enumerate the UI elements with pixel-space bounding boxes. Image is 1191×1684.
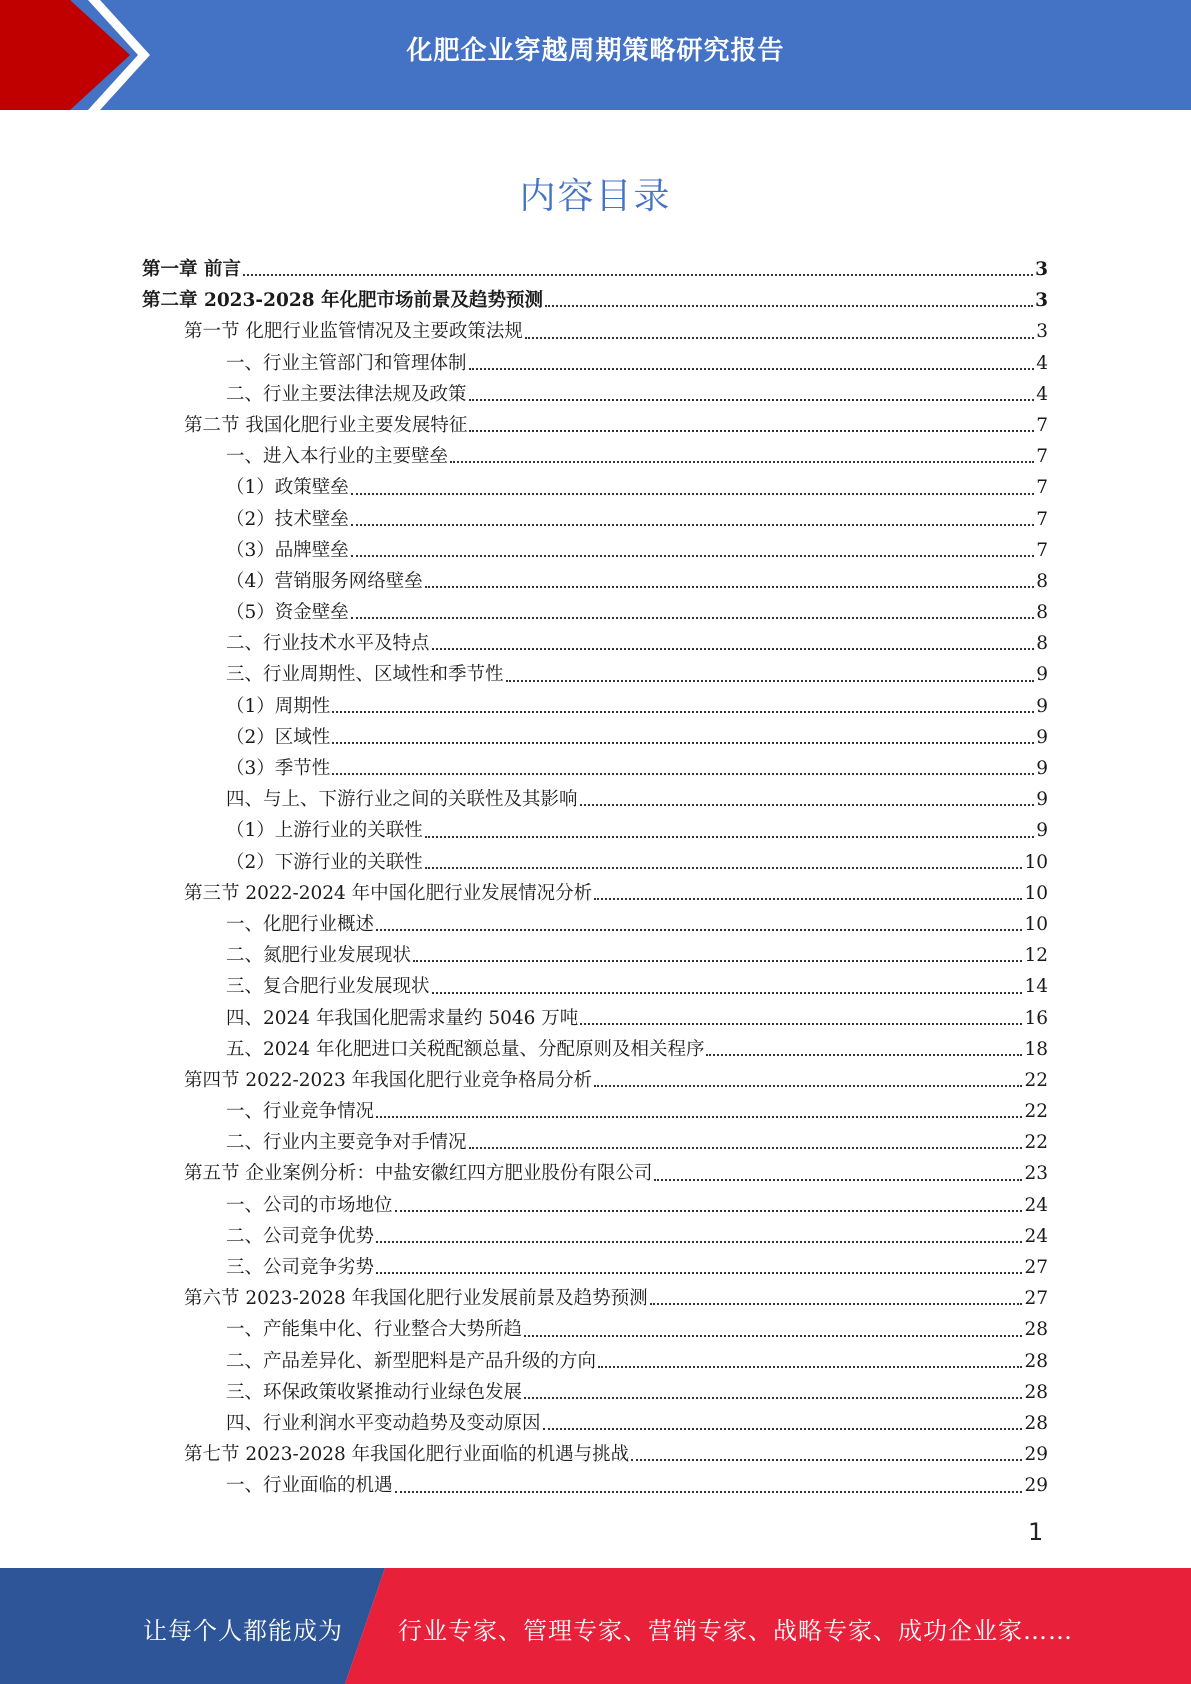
toc-section-entry[interactable] — [0, 1283, 1048, 1314]
footer-slogan-right: 行业专家、管理专家、营销专家、战略专家、成功企业家…… — [398, 1617, 1073, 1645]
toc-subsection-entry[interactable] — [0, 535, 1048, 566]
toc-dot-leader — [706, 1054, 1022, 1056]
toc-heading: 内容目录 — [519, 176, 672, 217]
toc-subsection-entry[interactable] — [0, 722, 1048, 753]
toc-dot-leader — [524, 1335, 1022, 1337]
toc-entry-page: 9 — [1036, 758, 1048, 779]
toc-entry-title: 第一节 化肥行业监管情况及主要政策法规 — [184, 321, 523, 343]
toc-dot-leader — [469, 368, 1035, 370]
toc-entry-page: 9 — [1036, 695, 1048, 717]
toc-section-entry[interactable] — [0, 410, 1048, 441]
toc-subsection-entry[interactable] — [0, 1314, 1048, 1345]
toc-subsection-entry[interactable] — [0, 753, 1048, 784]
toc-entry-title: 第二节 我国化肥行业主要发展特征 — [184, 414, 468, 436]
toc-subsection-entry[interactable] — [0, 691, 1048, 722]
toc-entry-page: 3 — [1035, 290, 1048, 312]
toc-entry-title: 二、行业主要法律法规及政策 — [226, 383, 467, 405]
toc-entry-title: 第六节 2023-2028 年我国化肥行业发展前景及趋势预测 — [184, 1288, 648, 1310]
toc-entry-title: 三、复合肥行业发展现状 — [226, 976, 430, 998]
toc-dot-leader — [395, 1210, 1023, 1212]
toc-subsection-entry[interactable] — [0, 784, 1048, 815]
toc-entry-page: 24 — [1024, 1194, 1048, 1216]
toc-subsection-entry[interactable] — [0, 628, 1048, 659]
toc-dot-leader — [395, 1491, 1023, 1493]
toc-entry-title: 二、氮肥行业发展现状 — [226, 945, 412, 967]
toc-dot-leader — [631, 1459, 1022, 1461]
toc-dot-leader — [580, 1023, 1022, 1025]
toc-dot-leader — [469, 430, 1034, 432]
toc-dot-leader — [425, 867, 1023, 869]
page-number: 1 — [1028, 1518, 1044, 1546]
toc-dot-leader — [594, 898, 1022, 900]
toc-entry-page: 18 — [1024, 1038, 1048, 1060]
toc-entry-title: 一、行业主管部门和管理体制 — [226, 352, 467, 374]
toc-chapter-entry[interactable] — [0, 254, 1048, 285]
toc-entry-page: 4 — [1036, 352, 1048, 374]
toc-entry-page: 7 — [1036, 446, 1048, 468]
toc-entry-title: （3）品牌壁垒 — [226, 539, 349, 561]
toc-entry-page: 10 — [1024, 882, 1048, 904]
toc-dot-leader — [425, 586, 1034, 588]
header-band — [0, 0, 1191, 110]
toc-entry-title: 一、产能集中化、行业整合大势所趋 — [226, 1319, 523, 1341]
toc-entry-title: （5）资金壁垒 — [226, 602, 349, 624]
toc-section-entry[interactable] — [0, 1158, 1048, 1189]
toc-dot-leader — [425, 836, 1034, 838]
toc-subsection-entry[interactable] — [0, 566, 1048, 597]
toc-subsection-entry[interactable] — [0, 1221, 1048, 1252]
toc-dot-leader — [594, 1085, 1022, 1087]
toc-dot-leader — [650, 1303, 1023, 1305]
toc-dot-leader — [351, 493, 1034, 495]
toc-entry-page: 7 — [1036, 414, 1048, 436]
toc-entry-page: 8 — [1036, 633, 1048, 655]
toc-dot-leader — [450, 461, 1034, 463]
toc-subsection-entry[interactable] — [0, 1034, 1048, 1065]
toc-subsection-entry[interactable] — [0, 1096, 1048, 1127]
toc-entry-page: 29 — [1024, 1475, 1048, 1497]
toc-entry-page: 27 — [1024, 1257, 1048, 1278]
toc-entry-page: 7 — [1036, 539, 1048, 561]
toc-entry-page: 28 — [1024, 1350, 1048, 1372]
toc-entry-title: 一、进入本行业的主要壁垒 — [226, 446, 449, 468]
toc-entry-title: 四、与上、下游行业之间的关联性及其影响 — [226, 789, 578, 811]
toc-entry-page: 22 — [1024, 1069, 1048, 1091]
toc-dot-leader — [580, 804, 1035, 806]
toc-dot-leader — [654, 1179, 1022, 1181]
toc-entry-title: 一、行业面临的机遇 — [226, 1475, 393, 1497]
toc-dot-leader — [376, 1116, 1022, 1118]
toc-dot-leader — [332, 742, 1034, 744]
toc-dot-leader — [351, 524, 1034, 526]
toc-subsection-entry[interactable] — [0, 441, 1048, 472]
toc-entry-page: 4 — [1036, 383, 1048, 405]
toc-subsection-entry[interactable] — [0, 1127, 1048, 1158]
toc-entry-page: 9 — [1036, 789, 1048, 811]
toc-entry-title: 四、行业利润水平变动趋势及变动原因 — [226, 1412, 541, 1434]
toc-subsection-entry[interactable] — [0, 659, 1048, 690]
toc-entry-title: 一、化肥行业概述 — [226, 913, 375, 935]
toc-entry-page: 7 — [1036, 508, 1048, 530]
toc-dot-leader — [432, 992, 1023, 994]
toc-entry-title: 一、公司的市场地位 — [226, 1194, 393, 1216]
toc-entry-title: 三、行业周期性、区域性和季节性 — [226, 664, 504, 686]
toc-entry-page: 27 — [1024, 1288, 1048, 1310]
toc-entry-title: （4）营销服务网络壁垒 — [226, 570, 423, 592]
toc-entry-page: 9 — [1036, 820, 1048, 842]
toc-subsection-entry[interactable] — [0, 1252, 1048, 1283]
toc-entry-title: 二、产品差异化、新型肥料是产品升级的方向 — [226, 1350, 597, 1372]
toc-subsection-entry[interactable] — [0, 1346, 1048, 1377]
toc-chapter-entry[interactable] — [0, 285, 1048, 316]
toc-dot-leader — [332, 773, 1034, 775]
toc-subsection-entry[interactable] — [0, 379, 1048, 410]
toc-dot-leader — [545, 305, 1033, 307]
toc-entry-title: （1）政策壁垒 — [226, 477, 349, 499]
toc-entry-title: （2）技术壁垒 — [226, 508, 349, 530]
footer-band — [0, 1568, 1191, 1684]
toc-entry-title: 第七节 2023-2028 年我国化肥行业面临的机遇与挑战 — [184, 1444, 630, 1466]
toc-subsection-entry[interactable] — [0, 1377, 1048, 1408]
toc-entry-title: 三、公司竞争劣势 — [226, 1257, 375, 1278]
toc-entry-page: 23 — [1024, 1163, 1048, 1185]
toc-entry-page: 24 — [1024, 1225, 1048, 1247]
toc-subsection-entry[interactable] — [0, 815, 1048, 846]
toc-section-entry[interactable] — [0, 878, 1048, 909]
toc-dot-leader — [351, 555, 1034, 557]
toc-entry-page: 7 — [1036, 477, 1048, 499]
toc-entry-title: 第五节 企业案例分析：中盐安徽红四方肥业股份有限公司 — [184, 1163, 653, 1185]
toc-entry-title: 二、公司竞争优势 — [226, 1225, 375, 1247]
toc-subsection-entry[interactable] — [0, 1470, 1048, 1501]
toc-dot-leader — [469, 399, 1035, 401]
toc-entry-title: 四、2024 年我国化肥需求量约 5046 万吨 — [226, 1007, 579, 1029]
toc-subsection-entry[interactable] — [0, 348, 1048, 379]
toc-entry-page: 14 — [1024, 976, 1048, 998]
toc-section-entry[interactable] — [0, 1439, 1048, 1470]
toc-entry-page: 3 — [1035, 259, 1048, 280]
toc-dot-leader — [543, 1428, 1023, 1430]
toc-dot-leader — [432, 648, 1035, 650]
toc-entry-page: 10 — [1024, 851, 1048, 873]
toc-entry-page: 28 — [1024, 1381, 1048, 1403]
toc-dot-leader — [351, 617, 1034, 619]
toc-entry-title: （1）上游行业的关联性 — [226, 820, 423, 842]
toc-subsection-entry[interactable] — [0, 940, 1048, 971]
toc-dot-leader — [413, 960, 1022, 962]
toc-subsection-entry[interactable] — [0, 847, 1048, 878]
toc-entry-page: 22 — [1024, 1101, 1048, 1123]
toc-subsection-entry[interactable] — [0, 909, 1048, 940]
toc-entry-title: 三、环保政策收紧推动行业绿色发展 — [226, 1381, 523, 1403]
toc-dot-leader — [525, 337, 1034, 339]
toc-subsection-entry[interactable] — [0, 1003, 1048, 1034]
toc-entry-page: 3 — [1036, 321, 1048, 343]
toc-entry-page: 10 — [1024, 913, 1048, 935]
toc-dot-leader — [506, 680, 1035, 682]
toc-entry-page: 9 — [1036, 726, 1048, 748]
toc-entry-page: 8 — [1036, 602, 1048, 624]
toc-entry-title: （1）周期性 — [226, 695, 331, 717]
toc-entry-title: 二、行业内主要竞争对手情况 — [226, 1132, 467, 1154]
toc-dot-leader — [469, 1147, 1023, 1149]
toc-entry-page: 29 — [1024, 1444, 1048, 1466]
report-title: 化肥企业穿越周期策略研究报告 — [406, 36, 785, 66]
toc-entry-title: （3）季节性 — [226, 758, 331, 779]
toc-subsection-entry[interactable] — [0, 1408, 1048, 1439]
toc-entry-title: 第二章 2023-2028 年化肥市场前景及趋势预测 — [142, 290, 544, 312]
toc-entry-title: （2）下游行业的关联性 — [226, 851, 423, 873]
toc-dot-leader — [376, 1241, 1022, 1243]
toc-entry-page: 22 — [1024, 1132, 1048, 1154]
toc-entry-title: 五、2024 年化肥进口关税配额总量、分配原则及相关程序 — [226, 1038, 705, 1060]
toc-entry-page: 9 — [1036, 664, 1048, 686]
toc-entry-page: 28 — [1024, 1319, 1048, 1341]
toc-subsection-entry[interactable] — [0, 504, 1048, 535]
toc-dot-leader — [332, 711, 1034, 713]
toc-entry-page: 16 — [1024, 1007, 1048, 1029]
toc-subsection-entry[interactable] — [0, 597, 1048, 628]
table-of-contents — [0, 254, 1191, 1502]
toc-entry-page: 8 — [1036, 570, 1048, 592]
toc-entry-title: 第三节 2022-2024 年中国化肥行业发展情况分析 — [184, 882, 593, 904]
toc-entry-page: 12 — [1024, 945, 1048, 967]
footer-slogan-left: 让每个人都能成为 — [143, 1617, 343, 1645]
toc-entry-title: 一、行业竞争情况 — [226, 1101, 375, 1123]
toc-entry-page: 28 — [1024, 1412, 1048, 1434]
toc-dot-leader — [598, 1366, 1022, 1368]
toc-dot-leader — [376, 929, 1022, 931]
toc-dot-leader — [376, 1272, 1022, 1274]
toc-entry-title: 第四节 2022-2023 年我国化肥行业竞争格局分析 — [184, 1069, 593, 1091]
toc-entry-title: 二、行业技术水平及特点 — [226, 633, 430, 655]
toc-section-entry[interactable] — [0, 316, 1048, 347]
toc-subsection-entry[interactable] — [0, 472, 1048, 503]
toc-section-entry[interactable] — [0, 1065, 1048, 1096]
toc-entry-title: 第一章 前言 — [142, 259, 241, 280]
toc-dot-leader — [524, 1397, 1022, 1399]
toc-entry-title: （2）区域性 — [226, 726, 331, 748]
toc-subsection-entry[interactable] — [0, 971, 1048, 1002]
toc-subsection-entry[interactable] — [0, 1190, 1048, 1221]
toc-dot-leader — [243, 274, 1033, 276]
